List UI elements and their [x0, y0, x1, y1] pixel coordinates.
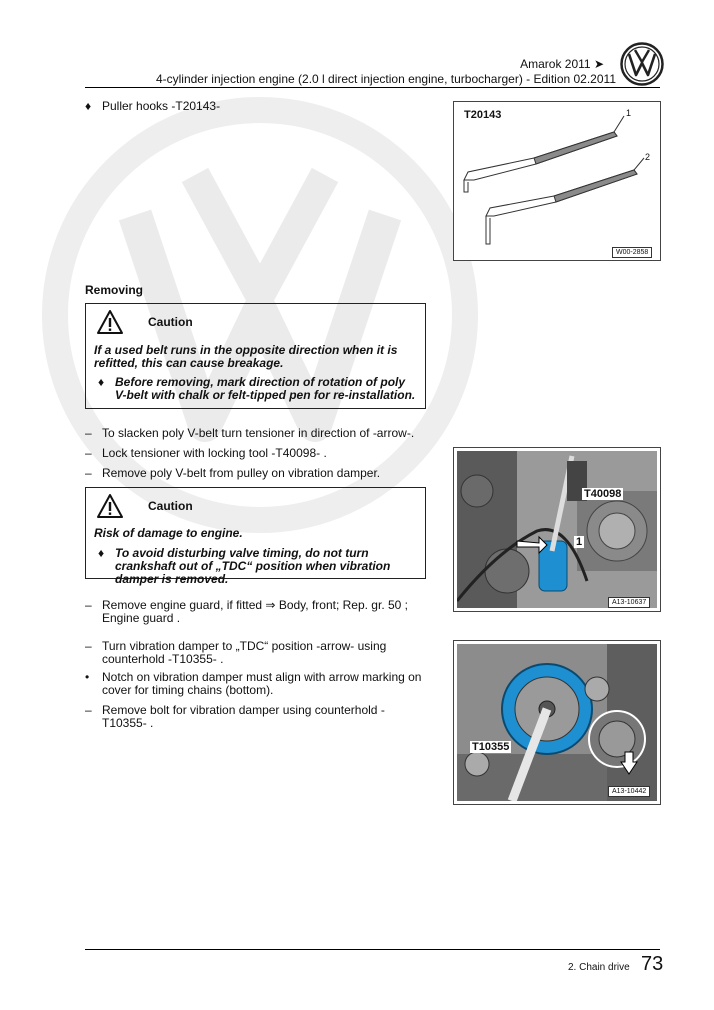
- figure-tool-label: T20143: [464, 109, 502, 121]
- caution-text: Risk of damage to engine.: [94, 526, 243, 540]
- figure-code: W00-2858: [612, 247, 652, 258]
- engine-photo-damper: [457, 644, 657, 801]
- step-slacken-tensioner: – To slacken poly V-belt turn tensioner in direction of -arrow-.: [85, 426, 415, 440]
- header-divider: [85, 87, 660, 88]
- caution-box-belt: [85, 303, 426, 409]
- manual-subtitle: 4-cylinder injection engine (2.0 l direct injection engine, turbocharger) - Edition 02.2011: [155, 72, 616, 86]
- warning-triangle-icon: [96, 309, 124, 335]
- warning-triangle-icon: [96, 493, 124, 519]
- step-remove-engine-guard: – Remove engine guard, if fitted ⇒ Body, front; Rep. gr. 50 ; Engine guard .: [85, 598, 408, 625]
- caution-title: Caution: [148, 499, 193, 513]
- callout-1: 1: [576, 536, 583, 548]
- step-turn-damper-tdc: – Turn vibration damper to „TDC“ position -arrow- using counterhold -T10355- .: [85, 639, 387, 666]
- caution-title: Caution: [148, 315, 193, 329]
- step-remove-belt: – Remove poly V-belt from pulley on vibration damper.: [85, 466, 381, 480]
- note-notch-alignment: • Notch on vibration damper must align with arrow marking on cover for timing chains (bottom).: [85, 670, 422, 697]
- engine-photo-tensioner: [457, 451, 657, 608]
- section-heading-removing: Removing: [85, 283, 144, 297]
- vibration-damper-figure: [453, 640, 661, 805]
- puller-hooks-drawing: [454, 102, 662, 262]
- manual-title: Amarok 2011 ➤: [520, 57, 604, 71]
- tool-list-item: ♦ Puller hooks -T20143-: [85, 99, 221, 113]
- page-number: 73: [641, 953, 664, 975]
- step-lock-tensioner: – Lock tensioner with locking tool -T40098- .: [85, 446, 327, 460]
- caution-instruction: ♦ To avoid disturbing valve timing, do not turn crankshaft out of „TDC“ position when vibration damper is removed.: [98, 546, 391, 586]
- tool-label-t40098: T40098: [584, 488, 622, 500]
- caution-box-engine: [85, 487, 426, 586]
- footer-divider: [85, 949, 660, 950]
- tool-label-t10355: T10355: [472, 741, 510, 753]
- vw-logo-icon: [620, 42, 664, 86]
- figure-code: A13-10637: [608, 597, 650, 608]
- caution-text: If a used belt runs in the opposite direction when it is refitted, this can cause breakage.: [94, 343, 398, 370]
- caution-instruction: ♦ Before removing, mark direction of rotation of poly V-belt with chalk or felt-tipped pen for re-installation.: [98, 375, 416, 402]
- tensioner-lock-figure: [453, 447, 661, 612]
- callout-2: 2: [645, 152, 651, 162]
- puller-hooks-figure: [453, 101, 661, 261]
- step-remove-damper-bolt: – Remove bolt for vibration damper using counterhold -T10355- .: [85, 703, 385, 730]
- callout-1: 1: [626, 108, 632, 118]
- figure-code: A13-10442: [608, 786, 650, 797]
- footer-chapter: 2. Chain drive: [568, 962, 630, 973]
